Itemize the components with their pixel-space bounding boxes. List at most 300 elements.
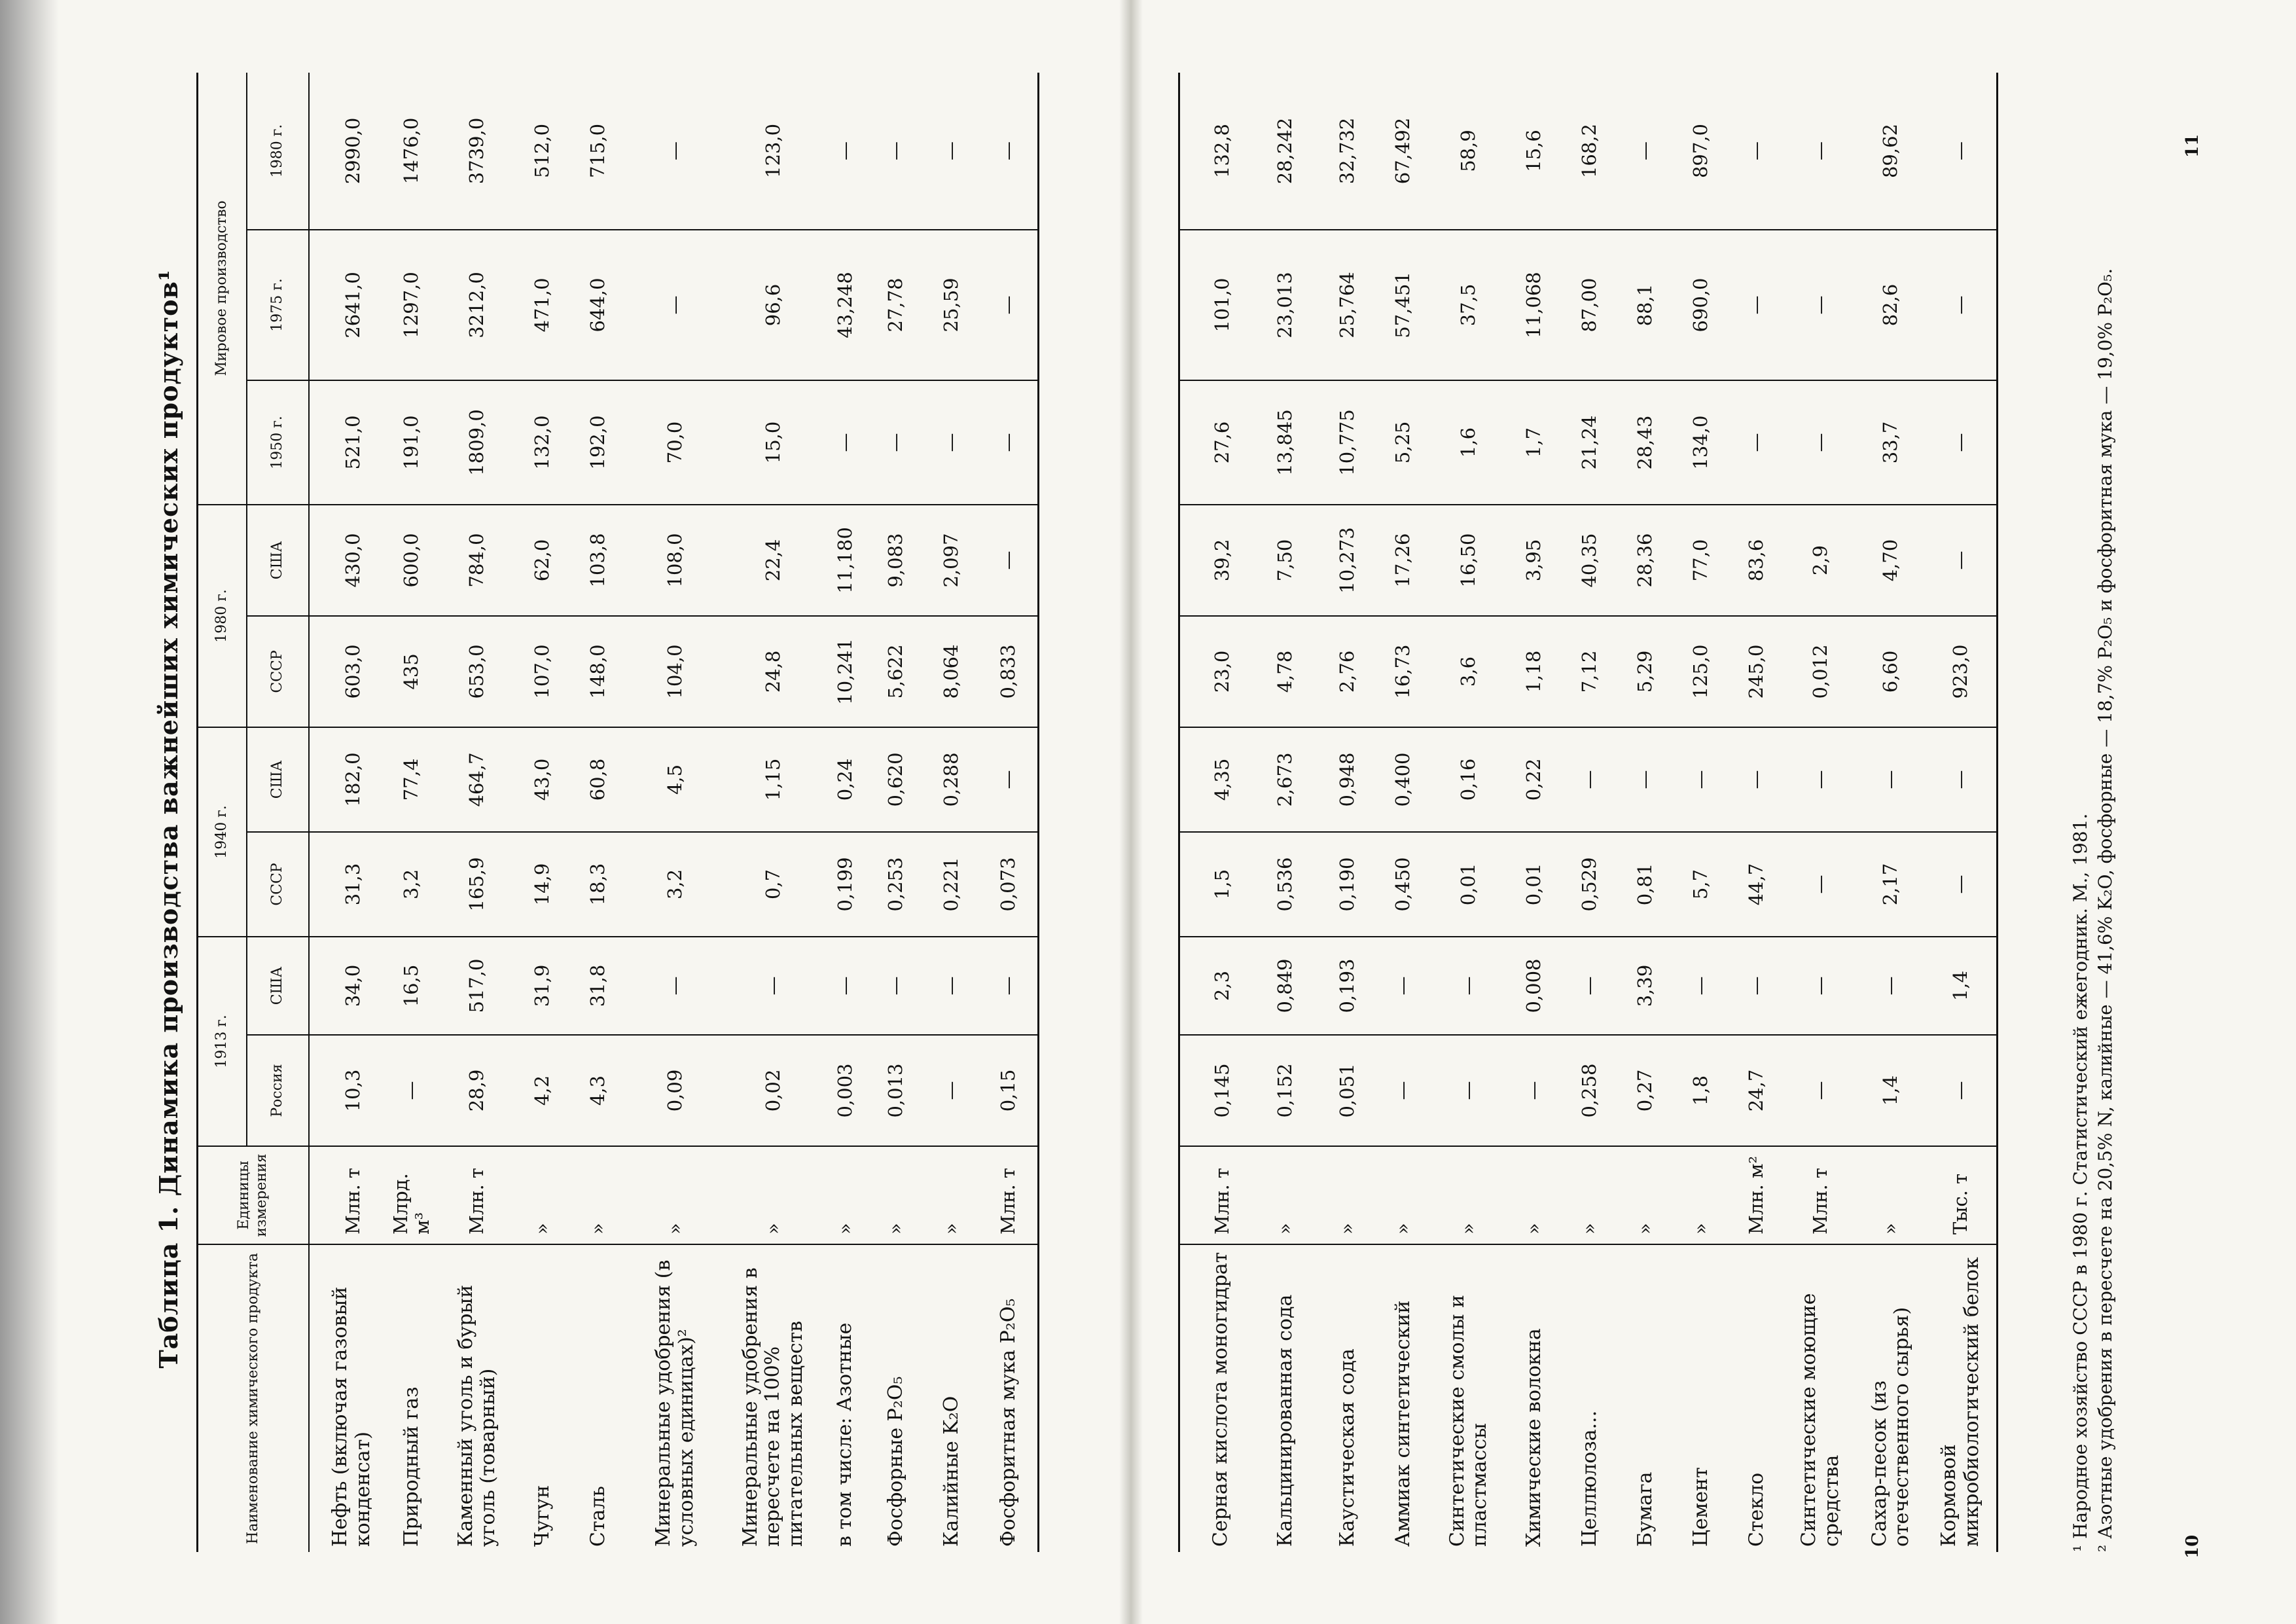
value-cell-su1940: 14,9 bbox=[515, 832, 571, 937]
value-cell-us1980: 784,0 bbox=[440, 505, 515, 616]
value-cell-us1980: 40,35 bbox=[1562, 505, 1618, 616]
value-cell-us1940: 0,288 bbox=[924, 727, 980, 832]
unit-cell: » bbox=[1431, 1146, 1507, 1244]
value-cell-w1980: 2990,0 bbox=[341, 117, 364, 185]
value-cell-su1980: 653,0 bbox=[440, 616, 515, 727]
value-cell-w1980: 28,242 bbox=[1274, 117, 1297, 185]
value-cell-us1940: — bbox=[1857, 727, 1926, 832]
value-cell-w1950: 10,775 bbox=[1320, 380, 1376, 505]
value-cell-su1940: 0,450 bbox=[1376, 832, 1431, 937]
value-cell-w1950: 27,6 bbox=[1179, 380, 1251, 505]
value-cell-w1950: 132,0 bbox=[515, 380, 571, 505]
value-cell-us1980: 11,180 bbox=[823, 505, 869, 616]
value-cell-w1950: 70,0 bbox=[626, 380, 725, 505]
value-cell-us1980: 600,0 bbox=[384, 505, 440, 616]
value-cell-su1940: 0,199 bbox=[823, 832, 869, 937]
value-cell-us1913: — bbox=[626, 937, 725, 1035]
value-cell-su1940: 0,529 bbox=[1562, 832, 1618, 937]
product-name-cell: Минеральные удобрения (в условных единицах)² bbox=[626, 1244, 725, 1552]
value-cell-us1913: — bbox=[1729, 937, 1785, 1035]
product-name-cell: Каменный уголь и бурый уголь (товарный) bbox=[440, 1244, 515, 1552]
value-cell-us1913: 0,008 bbox=[1507, 937, 1562, 1035]
value-cell-r1913: 0,152 bbox=[1251, 1035, 1320, 1146]
value-cell-w1950: — bbox=[823, 380, 869, 505]
value-cell-r1913: 0,258 bbox=[1562, 1035, 1618, 1146]
value-cell-us1980: 9,083 bbox=[869, 505, 924, 616]
value-cell-us1980: — bbox=[1926, 505, 1998, 616]
value-cell-us1913: — bbox=[823, 937, 869, 1035]
value-cell-r1913: 0,145 bbox=[1179, 1035, 1251, 1146]
product-name-cell: Сахар-песок (из отечественного сырья) bbox=[1857, 1244, 1926, 1552]
value-cell-us1913: 2,3 bbox=[1179, 937, 1251, 1035]
value-cell-us1940: — bbox=[980, 727, 1039, 832]
value-cell-us1913: — bbox=[1674, 937, 1729, 1035]
value-cell-su1940: — bbox=[1785, 832, 1857, 937]
header-ussr-1980: СССР bbox=[247, 616, 309, 727]
value-cell-w1975: 37,5 bbox=[1431, 230, 1507, 380]
value-cell-w1980: 512,0 bbox=[531, 123, 554, 178]
product-name-cell: Нефть (включая газовый конденсат) bbox=[309, 1244, 384, 1552]
value-cell-us1940: 43,0 bbox=[515, 727, 571, 832]
value-cell-us1940: 0,620 bbox=[869, 727, 924, 832]
value-cell-us1980: 17,26 bbox=[1376, 505, 1431, 616]
value-cell-su1980: 3,6 bbox=[1431, 616, 1507, 727]
value-cell-r1913: — bbox=[1785, 1035, 1857, 1146]
value-cell-w1950: 28,43 bbox=[1618, 380, 1674, 505]
value-cell-w1950: 33,7 bbox=[1857, 380, 1926, 505]
value-cell-us1913: — bbox=[1857, 937, 1926, 1035]
value-cell-us1980: 39,2 bbox=[1179, 505, 1251, 616]
value-cell-us1940: 0,22 bbox=[1507, 727, 1562, 832]
value-cell-w1950: 192,0 bbox=[571, 380, 626, 505]
header-usa-1980: США bbox=[247, 505, 309, 616]
value-cell-us1913: 16,5 bbox=[384, 937, 440, 1035]
value-cell-w1950: — bbox=[1785, 380, 1857, 505]
value-cell-su1940: 0,81 bbox=[1618, 832, 1674, 937]
value-cell-r1913: 1,4 bbox=[1857, 1035, 1926, 1146]
value-cell-us1980: 3,95 bbox=[1507, 505, 1562, 616]
unit-cell: » bbox=[1618, 1146, 1674, 1244]
value-cell-su1940: 31,3 bbox=[309, 832, 384, 937]
value-cell-su1980: 107,0 bbox=[515, 616, 571, 727]
page-number-right: 11 bbox=[2183, 134, 2202, 158]
value-cell-w1975: 101,0 bbox=[1179, 230, 1251, 380]
value-cell-us1913: — bbox=[1431, 937, 1507, 1035]
value-cell-w1975: 2641,0 bbox=[309, 230, 384, 380]
value-cell-su1980: 2,76 bbox=[1320, 616, 1376, 727]
value-cell-su1940: — bbox=[1926, 832, 1998, 937]
scan-edge-shadow bbox=[0, 0, 59, 1624]
value-cell-w1980: 15,6 bbox=[1522, 130, 1545, 172]
value-cell-us1913: 31,9 bbox=[515, 937, 571, 1035]
value-cell-su1980: 125,0 bbox=[1674, 616, 1729, 727]
value-cell-w1975: 88,1 bbox=[1618, 230, 1674, 380]
value-cell-su1940: 0,01 bbox=[1431, 832, 1507, 937]
header-unit: Единицы измерения bbox=[198, 1146, 309, 1244]
table-row bbox=[1251, 73, 1320, 1552]
table-row bbox=[440, 73, 515, 1552]
value-cell-w1975: 25,764 bbox=[1320, 230, 1376, 380]
value-cell-w1975: 1297,0 bbox=[384, 230, 440, 380]
value-cell-su1940: 0,253 bbox=[869, 832, 924, 937]
value-cell-us1913: — bbox=[980, 937, 1039, 1035]
value-cell-w1950: — bbox=[1926, 380, 1998, 505]
value-cell-w1975: 27,78 bbox=[869, 230, 924, 380]
table-row bbox=[626, 73, 725, 1552]
product-name-cell: Синтетические моющие средства bbox=[1785, 1244, 1857, 1552]
value-cell-w1980: 123,0 bbox=[761, 123, 784, 178]
unit-cell: Млн. т bbox=[440, 1146, 515, 1244]
product-name-cell: в том числе: Азотные bbox=[823, 1244, 869, 1552]
header-1913: 1913 г. bbox=[198, 937, 247, 1146]
table-row bbox=[1562, 73, 1618, 1552]
value-cell-su1940: 5,7 bbox=[1674, 832, 1729, 937]
unit-cell: » bbox=[626, 1146, 725, 1244]
value-cell-w1950: 1809,0 bbox=[440, 380, 515, 505]
value-cell-r1913: 4,2 bbox=[515, 1035, 571, 1146]
table-row bbox=[1857, 73, 1926, 1552]
table-row bbox=[1376, 73, 1431, 1552]
value-cell-w1950: 191,0 bbox=[384, 380, 440, 505]
table-row bbox=[1618, 73, 1674, 1552]
value-cell-su1940: 3,2 bbox=[384, 832, 440, 937]
header-product: Наименование химического продукта bbox=[198, 1244, 309, 1552]
value-cell-us1940: 0,948 bbox=[1320, 727, 1376, 832]
value-cell-us1913: 1,4 bbox=[1926, 937, 1998, 1035]
product-name-cell: Фосфоритная мука P₂O₅ bbox=[980, 1244, 1039, 1552]
value-cell-su1940: 0,536 bbox=[1251, 832, 1320, 937]
value-cell-w1975: 96,6 bbox=[725, 230, 823, 380]
product-name-cell: Кормовой микробиологический белок bbox=[1926, 1244, 1998, 1552]
value-cell-us1940: 0,400 bbox=[1376, 727, 1431, 832]
value-cell-su1980: 5,29 bbox=[1618, 616, 1674, 727]
value-cell-w1980: — bbox=[663, 141, 686, 160]
value-cell-us1940: — bbox=[1785, 727, 1857, 832]
unit-cell: Млн. т bbox=[980, 1146, 1039, 1244]
value-cell-r1913: 0,013 bbox=[869, 1035, 924, 1146]
value-cell-us1980: 77,0 bbox=[1674, 505, 1729, 616]
value-cell-w1980: — bbox=[1634, 141, 1657, 160]
value-cell-su1980: 7,12 bbox=[1562, 616, 1618, 727]
table-header bbox=[198, 73, 309, 1552]
value-cell-r1913: 0,02 bbox=[725, 1035, 823, 1146]
value-cell-w1975: 471,0 bbox=[515, 230, 571, 380]
header-1940: 1940 г. bbox=[198, 727, 247, 937]
unit-cell: » bbox=[725, 1146, 823, 1244]
unit-cell: » bbox=[1674, 1146, 1729, 1244]
value-cell-w1975: 87,00 bbox=[1562, 230, 1618, 380]
table-row bbox=[1507, 73, 1562, 1552]
table-row bbox=[1179, 73, 1251, 1552]
header-usa-1913: США bbox=[247, 937, 309, 1035]
value-cell-r1913: — bbox=[384, 1035, 440, 1146]
table-body-part-1 bbox=[309, 73, 1039, 1552]
value-cell-r1913: 24,7 bbox=[1729, 1035, 1785, 1146]
value-cell-w1980: — bbox=[884, 141, 907, 160]
value-cell-w1975: 690,0 bbox=[1674, 230, 1729, 380]
unit-cell: » bbox=[1857, 1146, 1926, 1244]
value-cell-w1950: 521,0 bbox=[309, 380, 384, 505]
value-cell-su1980: 5,622 bbox=[869, 616, 924, 727]
table-row bbox=[515, 73, 571, 1552]
value-cell-w1950: 1,6 bbox=[1431, 380, 1507, 505]
header-usa-1940: США bbox=[247, 727, 309, 832]
value-cell-us1940: — bbox=[1562, 727, 1618, 832]
header-world: Мировое производство bbox=[198, 73, 247, 505]
value-cell-r1913: 0,09 bbox=[626, 1035, 725, 1146]
value-cell-us1913: 517,0 bbox=[440, 937, 515, 1035]
value-cell-r1913: 0,15 bbox=[980, 1035, 1039, 1146]
table-row bbox=[924, 73, 980, 1552]
value-cell-w1980: — bbox=[997, 141, 1020, 160]
product-name-cell: Стекло bbox=[1729, 1244, 1785, 1552]
table-row bbox=[1926, 73, 1998, 1552]
value-cell-su1980: 6,60 bbox=[1857, 616, 1926, 727]
value-cell-su1940: 0,073 bbox=[980, 832, 1039, 937]
value-cell-us1940: 182,0 bbox=[309, 727, 384, 832]
value-cell-w1975: — bbox=[1926, 230, 1998, 380]
table-body-part-2 bbox=[1179, 73, 1998, 1552]
value-cell-us1913: 34,0 bbox=[309, 937, 384, 1035]
header-russia: Россия bbox=[247, 1035, 309, 1146]
value-cell-us1940: 77,4 bbox=[384, 727, 440, 832]
product-name-cell: Минеральные удобрения в пересчете на 100% питательных веществ bbox=[725, 1244, 823, 1552]
value-cell-su1980: 1,18 bbox=[1507, 616, 1562, 727]
value-cell-us1913: — bbox=[1785, 937, 1857, 1035]
value-cell-us1980: 22,4 bbox=[725, 505, 823, 616]
value-cell-us1913: — bbox=[725, 937, 823, 1035]
value-cell-w1980: — bbox=[1808, 141, 1831, 160]
table-row bbox=[571, 73, 626, 1552]
unit-cell: Тыс. т bbox=[1926, 1146, 1998, 1244]
value-cell-us1913: — bbox=[924, 937, 980, 1035]
value-cell-w1950: — bbox=[924, 380, 980, 505]
product-name-cell: Фосфорные P₂O₅ bbox=[869, 1244, 924, 1552]
value-cell-w1980: 32,732 bbox=[1336, 117, 1359, 185]
value-cell-w1950: — bbox=[869, 380, 924, 505]
table-part-2 bbox=[1178, 73, 1998, 1552]
unit-cell: » bbox=[1320, 1146, 1376, 1244]
value-cell-w1980: 3739,0 bbox=[465, 117, 488, 185]
value-cell-us1940: 60,8 bbox=[571, 727, 626, 832]
product-name-cell: Калийные K₂O bbox=[924, 1244, 980, 1552]
value-cell-su1980: 23,0 bbox=[1179, 616, 1251, 727]
value-cell-us1980: 7,50 bbox=[1251, 505, 1320, 616]
value-cell-us1980: 28,36 bbox=[1618, 505, 1674, 616]
value-cell-us1980: 10,273 bbox=[1320, 505, 1376, 616]
table-part-1 bbox=[196, 73, 1039, 1552]
value-cell-su1980: 0,012 bbox=[1785, 616, 1857, 727]
table-row bbox=[1785, 73, 1857, 1552]
value-cell-us1913: 0,849 bbox=[1251, 937, 1320, 1035]
value-cell-su1940: 1,5 bbox=[1179, 832, 1251, 937]
value-cell-w1975: 23,013 bbox=[1251, 230, 1320, 380]
value-cell-r1913: — bbox=[1926, 1035, 1998, 1146]
value-cell-w1950: 13,845 bbox=[1251, 380, 1320, 505]
value-cell-us1940: 1,15 bbox=[725, 727, 823, 832]
value-cell-us1940: 464,7 bbox=[440, 727, 515, 832]
value-cell-w1975: 43,248 bbox=[823, 230, 869, 380]
value-cell-us1913: — bbox=[1562, 937, 1618, 1035]
unit-cell: Млрд. м³ bbox=[384, 1146, 440, 1244]
value-cell-w1980: 1476,0 bbox=[400, 117, 423, 185]
value-cell-w1950: 21,24 bbox=[1562, 380, 1618, 505]
value-cell-su1940: 44,7 bbox=[1729, 832, 1785, 937]
value-cell-w1980: 67,492 bbox=[1391, 117, 1414, 185]
footnote-1: ¹ Народное хозяйство СССР в 1980 г. Статистический ежегодник. М., 1981. bbox=[2070, 813, 2091, 1552]
unit-cell: » bbox=[571, 1146, 626, 1244]
value-cell-r1913: — bbox=[1376, 1035, 1431, 1146]
value-cell-w1950: — bbox=[980, 380, 1039, 505]
value-cell-r1913: 1,8 bbox=[1674, 1035, 1729, 1146]
table-row bbox=[1674, 73, 1729, 1552]
table-row bbox=[823, 73, 869, 1552]
table-row bbox=[309, 73, 384, 1552]
value-cell-us1980: 108,0 bbox=[626, 505, 725, 616]
value-cell-r1913: — bbox=[1431, 1035, 1507, 1146]
value-cell-w1980: 715,0 bbox=[586, 123, 609, 178]
value-cell-w1980: — bbox=[1745, 141, 1768, 160]
value-cell-us1980: 16,50 bbox=[1431, 505, 1507, 616]
footnote-2: ² Азотные удобрения в пересчете на 20,5% N, калийные — 41,6% K₂O, фосфорные — 18,7% P₂O₅ и фосфоритная мука — 19,0% P₂O₅. bbox=[2094, 268, 2116, 1552]
value-cell-su1980: 0,833 bbox=[980, 616, 1039, 727]
header-ussr-1940: СССР bbox=[247, 832, 309, 937]
product-name-cell: Сталь bbox=[571, 1244, 626, 1552]
header-world-1980: 1980 г. bbox=[247, 73, 309, 230]
product-name-cell: Бумага bbox=[1618, 1244, 1674, 1552]
value-cell-us1940: 2,673 bbox=[1251, 727, 1320, 832]
unit-cell: » bbox=[1507, 1146, 1562, 1244]
page-number-left: 10 bbox=[2183, 1534, 2202, 1559]
value-cell-w1975: — bbox=[980, 230, 1039, 380]
value-cell-w1975: — bbox=[626, 230, 725, 380]
table-row bbox=[980, 73, 1039, 1552]
value-cell-us1940: — bbox=[1729, 727, 1785, 832]
value-cell-us1940: 4,5 bbox=[626, 727, 725, 832]
value-cell-us1913: 3,39 bbox=[1618, 937, 1674, 1035]
product-name-cell: Аммиак синтетический bbox=[1376, 1244, 1431, 1552]
value-cell-w1975: 25,59 bbox=[924, 230, 980, 380]
value-cell-w1980: 168,2 bbox=[1578, 123, 1601, 179]
value-cell-us1980: 103,8 bbox=[571, 505, 626, 616]
value-cell-us1913: — bbox=[869, 937, 924, 1035]
value-cell-su1940: 2,17 bbox=[1857, 832, 1926, 937]
product-name-cell: Химические волокна bbox=[1507, 1244, 1562, 1552]
value-cell-w1975: 57,451 bbox=[1376, 230, 1431, 380]
value-cell-w1975: 82,6 bbox=[1857, 230, 1926, 380]
value-cell-us1980: 83,6 bbox=[1729, 505, 1785, 616]
value-cell-su1940: 0,190 bbox=[1320, 832, 1376, 937]
product-name-cell: Кальцинированная сода bbox=[1251, 1244, 1320, 1552]
value-cell-su1940: 0,221 bbox=[924, 832, 980, 937]
value-cell-w1950: 134,0 bbox=[1674, 380, 1729, 505]
unit-cell: » bbox=[1376, 1146, 1431, 1244]
value-cell-su1940: 0,7 bbox=[725, 832, 823, 937]
unit-cell: » bbox=[1562, 1146, 1618, 1244]
value-cell-us1980: — bbox=[980, 505, 1039, 616]
value-cell-su1980: 435 bbox=[384, 616, 440, 727]
value-cell-us1940: 4,35 bbox=[1179, 727, 1251, 832]
value-cell-us1940: 0,24 bbox=[823, 727, 869, 832]
unit-cell: » bbox=[1251, 1146, 1320, 1244]
value-cell-us1980: 2,097 bbox=[924, 505, 980, 616]
value-cell-su1980: 24,8 bbox=[725, 616, 823, 727]
footnotes bbox=[2068, 73, 2118, 1552]
unit-cell: Млн. т bbox=[1179, 1146, 1251, 1244]
value-cell-w1975: — bbox=[1785, 230, 1857, 380]
value-cell-w1975: 11,068 bbox=[1507, 230, 1562, 380]
value-cell-r1913: 10,3 bbox=[309, 1035, 384, 1146]
product-name-cell: Целлюлоза... bbox=[1562, 1244, 1618, 1552]
value-cell-su1980: 148,0 bbox=[571, 616, 626, 727]
value-cell-w1950: 5,25 bbox=[1376, 380, 1431, 505]
value-cell-su1940: 3,2 bbox=[626, 832, 725, 937]
value-cell-su1980: 245,0 bbox=[1729, 616, 1785, 727]
value-cell-w1975: — bbox=[1729, 230, 1785, 380]
unit-cell: Млн. м² bbox=[1729, 1146, 1785, 1244]
table-title: Таблица 1. Динамика производства важнейших химических продуктов¹ bbox=[154, 269, 183, 1369]
value-cell-su1980: 4,78 bbox=[1251, 616, 1320, 727]
value-cell-r1913: 28,9 bbox=[440, 1035, 515, 1146]
value-cell-su1980: 8,064 bbox=[924, 616, 980, 727]
value-cell-w1980: — bbox=[1949, 141, 1972, 160]
header-world-1975: 1975 г. bbox=[247, 230, 309, 380]
table-row bbox=[1431, 73, 1507, 1552]
product-name-cell: Цемент bbox=[1674, 1244, 1729, 1552]
unit-cell: » bbox=[924, 1146, 980, 1244]
value-cell-us1913: 31,8 bbox=[571, 937, 626, 1035]
table-row bbox=[725, 73, 823, 1552]
value-cell-w1980: 58,9 bbox=[1457, 130, 1480, 172]
value-cell-us1980: 62,0 bbox=[515, 505, 571, 616]
unit-cell: Млн. т bbox=[309, 1146, 384, 1244]
value-cell-su1940: 0,01 bbox=[1507, 832, 1562, 937]
value-cell-us1940: — bbox=[1674, 727, 1729, 832]
value-cell-r1913: 0,051 bbox=[1320, 1035, 1376, 1146]
value-cell-us1940: — bbox=[1926, 727, 1998, 832]
table-row bbox=[384, 73, 440, 1552]
value-cell-us1913: — bbox=[1376, 937, 1431, 1035]
value-cell-su1940: 18,3 bbox=[571, 832, 626, 937]
product-name-cell: Природный газ bbox=[384, 1244, 440, 1552]
value-cell-r1913: 4,3 bbox=[571, 1035, 626, 1146]
value-cell-w1950: — bbox=[1729, 380, 1785, 505]
header-1980: 1980 г. bbox=[198, 505, 247, 727]
value-cell-su1980: 16,73 bbox=[1376, 616, 1431, 727]
value-cell-w1980: — bbox=[833, 141, 856, 160]
value-cell-r1913: 0,27 bbox=[1618, 1035, 1674, 1146]
product-name-cell: Серная кислота моногидрат bbox=[1179, 1244, 1251, 1552]
value-cell-su1940: 165,9 bbox=[440, 832, 515, 937]
value-cell-w1980: 89,62 bbox=[1879, 123, 1902, 179]
value-cell-us1913: 0,193 bbox=[1320, 937, 1376, 1035]
table-row bbox=[1729, 73, 1785, 1552]
value-cell-su1980: 923,0 bbox=[1926, 616, 1998, 727]
value-cell-w1980: 132,8 bbox=[1210, 123, 1233, 179]
value-cell-us1980: 2,9 bbox=[1785, 505, 1857, 616]
value-cell-su1980: 104,0 bbox=[626, 616, 725, 727]
table-row bbox=[869, 73, 924, 1552]
unit-cell: » bbox=[515, 1146, 571, 1244]
product-name-cell: Чугун bbox=[515, 1244, 571, 1552]
table-row bbox=[1320, 73, 1376, 1552]
value-cell-us1980: 430,0 bbox=[309, 505, 384, 616]
value-cell-w1950: 15,0 bbox=[725, 380, 823, 505]
book-spine bbox=[1119, 0, 1143, 1624]
value-cell-r1913: — bbox=[924, 1035, 980, 1146]
unit-cell: » bbox=[823, 1146, 869, 1244]
value-cell-w1950: 1,7 bbox=[1507, 380, 1562, 505]
